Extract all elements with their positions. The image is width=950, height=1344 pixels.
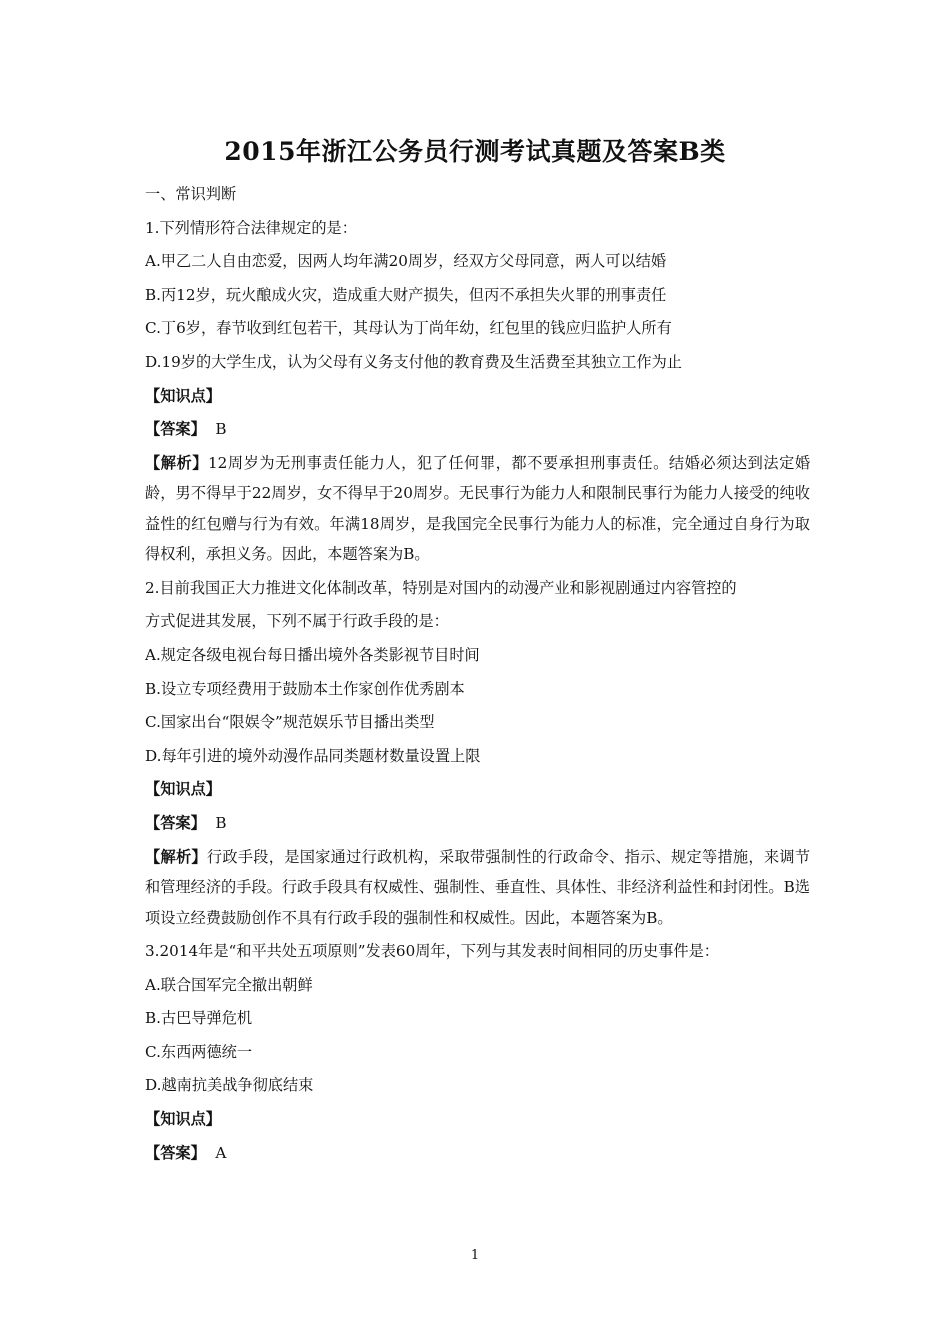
q1-answer-value: B — [215, 420, 227, 439]
q2-analysis — [145, 842, 810, 934]
q1-answer-line — [145, 419, 810, 439]
q1-option-c: C.丁6岁，春节收到红包若干，其母认为丁尚年幼，红包里的钱应归监护人所有 — [145, 319, 672, 338]
q3-knowledge-tag: 【知识点】 — [145, 1109, 221, 1128]
q2-option-d: D.每年引进的境外动漫作品同类题材数量设置上限 — [145, 746, 481, 765]
q3-option-b: B.古巴导弹危机 — [145, 1009, 253, 1028]
q1-option-d: D.19岁的大学生戊，认为父母有义务支付他的教育费及生活费至其独立工作为止 — [145, 352, 682, 371]
document-title: 2015年浙江公务员行测考试真题及答案B类 — [224, 137, 726, 166]
q3-stem: 3.2014年是“和平共处五项原则”发表60周年，下列与其发表时间相同的历史事件是： — [145, 942, 719, 960]
q3-answer-line — [145, 1143, 810, 1163]
q1-option-a: A.甲乙二人自由恋爱，因两人均年满20周岁，经双方父母同意，两人可以结婚 — [145, 252, 667, 271]
q2-answer-line — [145, 813, 810, 833]
q1-analysis — [145, 448, 810, 570]
section-heading: 一、常识判断 — [145, 185, 237, 203]
q1-answer-label: 【答案】 — [145, 420, 206, 439]
q1-analysis-label: 【解析】 — [145, 453, 208, 472]
q1-analysis-text: 12周岁为无刑事责任能力人，犯了任何罪，都不要承担刑事责任。结婚必须达到法定婚龄，男不得早于22周岁，女不得早于20周岁。无民事行为能力人和限制民事行为能力人接受的纯收益性的红包赠与行为有效。年满18周岁，是我国完全民事行为能力人的标准，完全通过自身行为取得权利，承担义务。因此，本题答案为B。 — [145, 453, 811, 564]
q1-knowledge-label — [145, 386, 810, 406]
q2-analysis-text: 行政手段，是国家通过行政机构，采取带强制性的行政命令、指示、规定等措施，来调节和管理经济的手段。行政手段具有权威性、强制性、垂直性、具体性、非经济利益性和封闭性。B选项设立经费鼓励创作不具有行政手段的强制性和权威性。因此，本题答案为B。 — [145, 847, 811, 927]
q2-stem-line-1: 2.目前我国正大力推进文化体制改革，特别是对国内的动漫产业和影视剧通过内容管控的 — [145, 578, 737, 597]
q3-answer-value: A — [215, 1143, 227, 1162]
page-number: 1 — [470, 1248, 480, 1263]
q2-option-b: B.设立专项经费用于鼓励本土作家创作优秀剧本 — [145, 679, 465, 698]
q2-option-c: C.国家出台“限娱令”规范娱乐节目播出类型 — [145, 713, 435, 732]
q2-answer-value: B — [215, 813, 227, 832]
q3-option-d: D.越南抗美战争彻底结束 — [145, 1076, 314, 1095]
q3-option-c: C.东西两德统一 — [145, 1042, 253, 1061]
q2-option-a: A.规定各级电视台每日播出境外各类影视节目时间 — [145, 645, 480, 664]
q1-option-b: B.丙12岁，玩火酿成火灾，造成重大财产损失，但丙不承担失火罪的刑事责任 — [145, 285, 667, 304]
q1-knowledge-tag: 【知识点】 — [145, 386, 221, 405]
q2-knowledge-tag: 【知识点】 — [145, 780, 221, 799]
q2-analysis-label: 【解析】 — [145, 847, 207, 866]
q3-option-a: A.联合国军完全撤出朝鲜 — [145, 975, 313, 994]
q3-answer-label: 【答案】 — [145, 1143, 206, 1162]
q2-answer-label: 【答案】 — [145, 813, 206, 832]
q1-stem: 1.下列情形符合法律规定的是： — [145, 218, 357, 237]
q2-stem-line-2: 方式促进其发展，下列不属于行政手段的是： — [145, 612, 449, 631]
document-body — [145, 184, 810, 1176]
q2-knowledge-label — [145, 779, 810, 799]
q3-knowledge-label — [145, 1109, 810, 1129]
